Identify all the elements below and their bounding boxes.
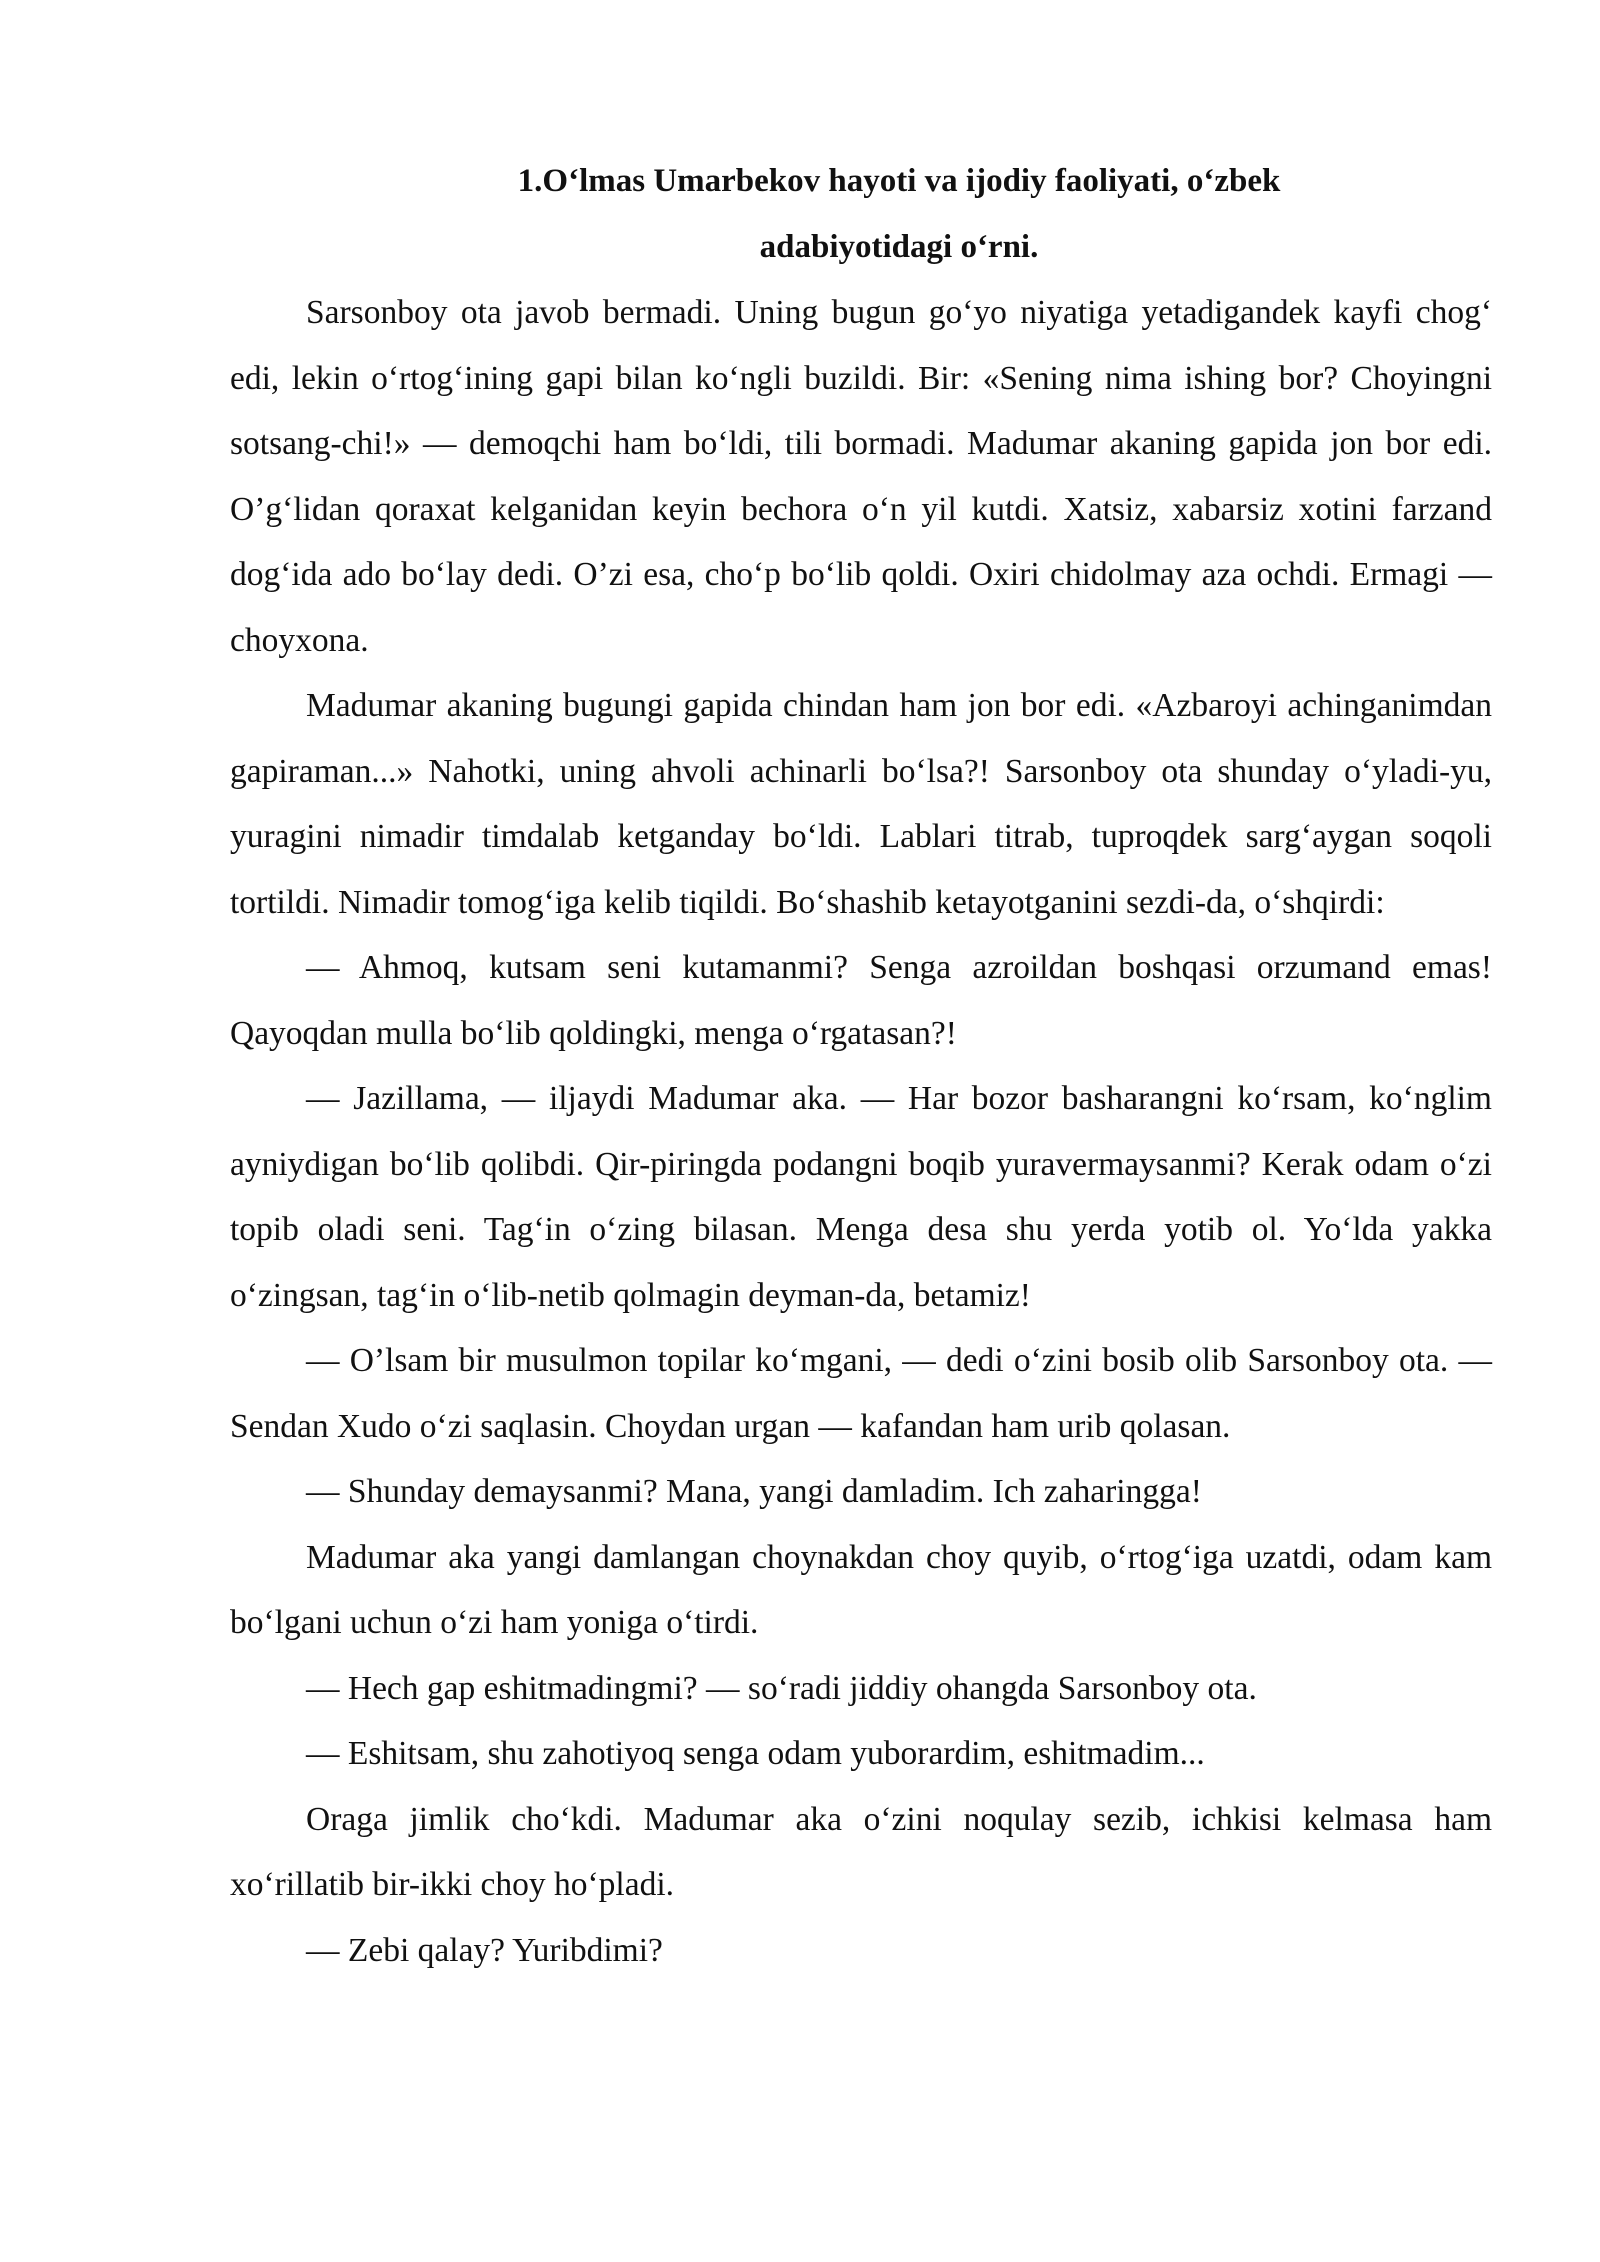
paragraph-6: — Shunday demaysanmi? Mana, yangi damladim. Ich zaharingga! xyxy=(306,1473,1202,1510)
paragraph-4: — Jazillama, — iljaydi Madumar aka. — Har bozor basharangni ko‘rsam, ko‘nglim ayniydigan bo‘lib qolibdi. Qir-piringda podangni boqib yuravermaysanmi? Kerak odam o‘zi topib oladi seni. Tag‘in o‘zing bilasan. Menga desa shu yerda yotib ol. Yo‘lda yakka o‘zingsan, tag‘in o‘lib-netib qolmagin deyman-da, betamiz! xyxy=(230,1080,1492,1314)
paragraph-8: — Hech gap eshitmadingmi? — so‘radi jiddiy ohangda Sarsonboy ota. xyxy=(306,1669,1257,1707)
title-line-2: adabiyotidagi o‘rni. xyxy=(759,229,1039,265)
paragraph-11: — Zebi qalay? Yuribdimi? xyxy=(306,1931,663,1969)
document-title xyxy=(230,148,1492,280)
paragraph-2: Madumar akaning bugungi gapida chindan ham jon bor edi. «Azbaroyi achinganimdan gapiraman...» Nahotki, uning ahvoli achinarli bo‘lsa?! Sarsonboy ota shunday o‘yladi-yu, yuragini nimadir timdalab ketganday bo‘ldi. Lablari titrab, tuproqdek sarg‘aygan soqoli tortildi. Nimadir tomog‘iga kelib tiqildi. Bo‘shashib ketayotganini sezdi-da, o‘shqirdi: xyxy=(230,687,1492,921)
title-line-1: 1.O‘lmas Umarbekov hayoti va ijodiy faoliyati, o‘zbek xyxy=(517,163,1281,199)
paragraph-10: Oraga jimlik cho‘kdi. Madumar aka o‘zini noqulay sezib, ichkisi kelmasa ham xo‘rillatib bir-ikki choy ho‘pladi. xyxy=(230,1800,1492,1903)
paragraph-7: Madumar aka yangi damlangan choynakdan choy quyib, o‘rtog‘iga uzatdi, odam kam bo‘lgani uchun o‘zi ham yoniga o‘tirdi. xyxy=(230,1538,1492,1641)
paragraph-3: — Ahmoq, kutsam seni kutamanmi? Senga azroildan boshqasi orzumand emas! Qayoqdan mulla bo‘lib qoldingki, menga o‘rgatasan?! xyxy=(230,949,1492,1052)
paragraph-1: Sarsonboy ota javob bermadi. Uning bugun go‘yo niyatiga yetadigandek kayfi chog‘ edi, lekin o‘rtog‘ining gapi bilan ko‘ngli buzildi. Bir: «Sening nima ishing bor? Choyingni sotsang-chi!» — demoqchi ham bo‘ldi, tili bormadi. Madumar akaning gapida jon bor edi. O’g‘lidan qoraxat kelganidan keyin bechora o‘n yil kutdi. Xatsiz, xabarsiz xotini farzand dog‘ida ado bo‘lay dedi. O’zi esa, cho‘p bo‘lib qoldi. Oxiri chidolmay aza ochdi. Ermagi — choyxona. xyxy=(230,294,1492,659)
paragraph-9: — Eshitsam, shu zahotiyoq senga odam yuborardim, eshitmadim... xyxy=(306,1735,1205,1772)
document-page xyxy=(230,148,1492,1983)
paragraph-5: — O’lsam bir musulmon topilar ko‘mgani, — dedi o‘zini bosib olib Sarsonboy ota. — Sendan Xudo o‘zi saqlasin. Choydan urgan — kafandan ham urib qolasan. xyxy=(230,1342,1492,1445)
